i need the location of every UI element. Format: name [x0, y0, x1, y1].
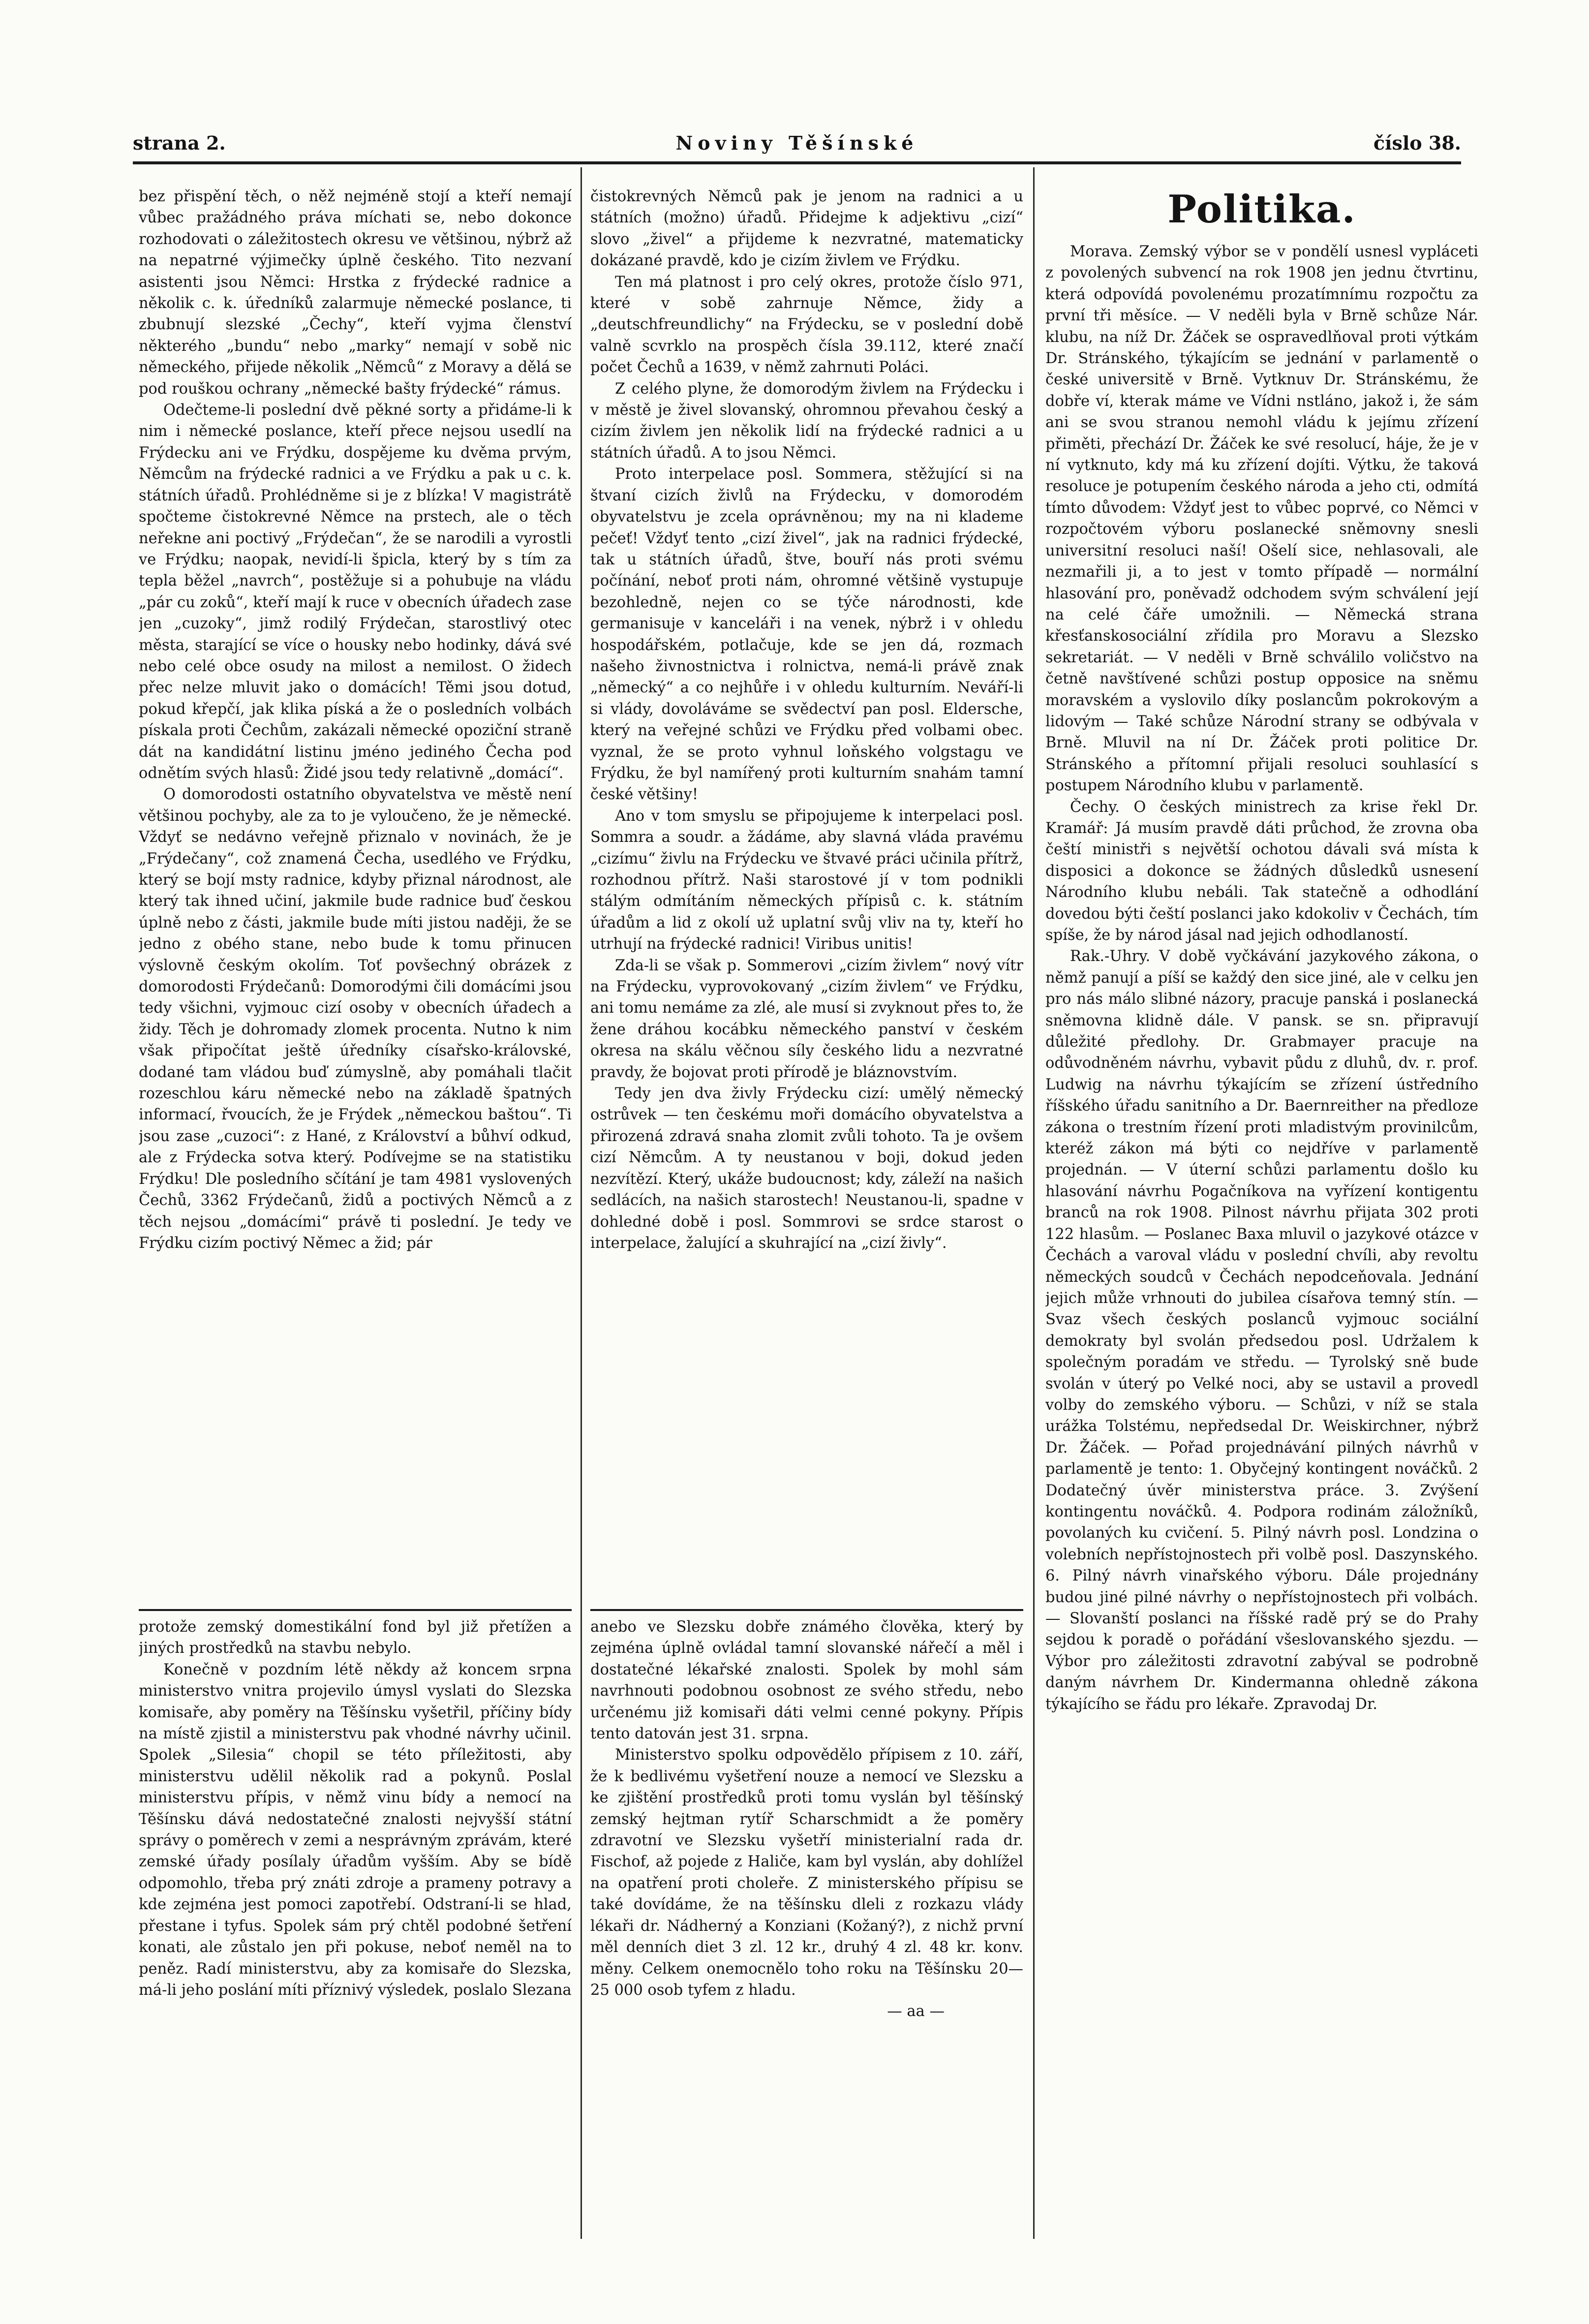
section-rule — [590, 1609, 1023, 1611]
column-divider — [581, 167, 582, 2239]
paragraph: čistokrevných Němců pak je jenom na radnici a u státních (možno) úřadů. Přidejme k adjektivu „cizí“ slovo „živel“ a přijdeme k nezvratné, matematicky dokázané pravdě, kdo je cizím živlem ve Frýdku. — [590, 188, 1023, 270]
politics-column — [1045, 186, 1478, 2235]
paragraph: Morava. Zemský výbor se v pondělí usnesl vypláceti z povolených subvencí na rok 1908 jen jednu čtvrtinu, která odpovídá povolenému prozatímnímu rozpočtu za první tři měsíce. — V neděli byla v Brně schůze Nár. klubu, na níž Dr. Žáček se ospravedlňoval proti výtkám Dr. Stránského, týkajícím se jednání v parlamentě o české universitě v Brně. Vytknuv Dr. Stránskému, že dobře ví, kterak máme ve Vídni nstláno, jakož i, že sám ani se svou stranou nemohl vládu k jejímu zřízení přiměti, přechází Dr. Žáček ke své resolucí, háje, že je v ní vytknuto, kdy má ku zřízení dojíti. Výtku, že taková resoluce je potupením českého národa a jeho cti, odmítá tímto důvodem: Vždyť jest to vůbec poprvé, co Němci v rozpočtovém výboru poslanecké sněmovny snesli universitní resoluci naší! Ošelí sice, nehlasovali, ale nezmařili ji, a to jest v tomto případě — normální hlasování pro, poněvadž odchodem svým schválení její na celé čáře umožnili. — Německá strana křesťanskosociální zřídila pro Moravu a Slezsko sekretariát. — V neděli v Brně schválilo voličstvo na četně navštívené schůzi postup opposice na sněmu moravském a vyslovilo díky poslancům pokrokovým a lidovým — Také schůze Národní strany se odbývala v Brně. Mluvil na ní Dr. Žáček proti politice Dr. Stránského a přítomní přijali resoluci souhlasící s postupem Národního klubu v parlamentě. — [1045, 243, 1478, 795]
paragraph: Čechy. O českých ministrech za krise řekl Dr. Kramář: Já musím pravdě dáti průchod, že zrovna oba čeští ministři s největší ochotou dávali svá místa k disposici a dokonce se žádných důsledků usnesení Národního klubu nebáli. Tak statečně a odhodlání dovedou býti čeští poslanci jako kdokoliv v Čechách, tím spíše, že by národ jásal nad jejich odhodlaností. — [1045, 798, 1478, 944]
paragraph: Proto interpelace posl. Sommera, stěžující si na štvaní cizích živlů na Frýdecku, v domorodém obyvatelstvu je zcela oprávněnou; my na ni klademe pečeť! Vždyť tento „cizí živel“, jak na radnici frýdecké, tak u státních úřadů, štve, bouří nás proti svému počínání, neboť proti nám, ohromné většině vystupuje bezohledně, nejen co se týče národnosti, kde germanisuje v kanceláři i na venek, nýbrž i v ohledu hospodářském, potlačuje, kde se jen dá, rozmach našeho živnostnictva i rolnictva, nemá-li právě znak „německý“ a co nejhůře i v ohledu kulturním. Neváří-li si vlády, dovoláváme se svědectví pan posl. Eldersche, který na veřejné schůzi ve Frýdku před volbami obec. vyznal, že se proto vyhnul loňského volgstagu ve Frýdku, že byl namířený proti kulturním snahám tamní české většiny! — [590, 465, 1023, 804]
paragraph: bez přispění těch, o něž nejméně stojí a kteří nemají vůbec pražádného práva míchati se, nebo dokonce rozhodovati o záležitostech okresu ve většinou, nýbrž až na nepatrné výjimečky úplně českého. Tito nezvaní asistenti jsou Němci: Hrstka z frýdecké radnice a několik c. k. úředníků zalarmuje německé poslance, ti zbubnují slezské „Čechy“, kteří vyjma členství některého „bundu“ nebo „marky“ nemají v sobě nic německého, přijede několik „Němců“ z Moravy a dělá se pod rouškou ochrany „německé bašty frýdecké“ rámus. — [139, 188, 572, 398]
paragraph: Zda-li se však p. Sommerovi „cizím živlem“ nový vítr na Frýdecku, vyprovokovaný „cizím živlem“ ve Frýdku, ani tomu nemáme za zlé, ale musí si zvyknout přes to, že žene dráhou kocábku německého panství v českém okresa na skálu věčnou síly českého lidu a nezvratné pravdy, že bojovat proti přírodě je bláznovstvím. — [590, 957, 1023, 1081]
paragraph: protože zemský domestikální fond byl již přetížen a jiných prostředků na stavbu nebylo. — [139, 1618, 572, 1657]
section-title: Politika. — [1167, 187, 1356, 232]
paragraph: Z celého plyne, že domorodým živlem na Frýdecku i v městě je živel slovanský, ohromnou převahou český a cizím živlem jen několik lidí na frýdecké radnici a u státních úřadů. A to jsou Němci. — [590, 380, 1023, 462]
page-header — [133, 132, 1461, 161]
article-column-2 — [590, 186, 1023, 1603]
paragraph: anebo ve Slezsku dobře známého člověka, který by zejména úplně ovládal tamní slovanské nářečí a měl i dostatečné lékařské znalosti. Spolek by mohl sám navrhnouti podobnou osobnost ze svého středu, nebo určenému již komisaři dáti velmi cenné pokyny. Přípis tento datován jest 31. srpna. — [590, 1618, 1023, 1743]
paragraph: Konečně v pozdním létě někdy až koncem srpna ministerstvo vnitra projevilo úmysl vyslati do Slezska komisaře, aby poměry na Těšínsku vyšetřil, příčiny bídy na místě zjistil a ministerstvu pak vhodné návrhy učinil. Spolek „Silesia“ chopil se této příležitosti, aby ministerstvu udělil několik rad a pokynů. Poslal ministerstvu přípis, v němž vinu bídy a nemocí na Těšínsku dává nedostatečné znalosti nejvyšší státní správy o poměrech v zemi a nesprávným zprávám, které zemské úřady posílaly úřadům vyšším. Aby se bídě odpomohlo, třeba prý znáti zdroje a prameny potravy a kde zejména jest pomoci zapotřebí. Odstraní-li se hlad, přestane i tyfus. Spolek sám prý chtěl podobné šetření konati, ale zůstalo jen při pokuse, neboť neměl na to peněz. Radí ministerstvu, aby za komisaře do Slezska, má-li jeho poslání míti příznivý výsledek, poslalo Slezana — [139, 1661, 572, 1999]
paragraph: Rak.-Uhry. V době vyčkávání jazykového zákona, o němž panují a píší se každý den sice jiné, ale v celku jen pro nás málo slibné názory, pracuje panská i poslanecká sněmovna klidně dále. V pansk. se sn. připravují důležité předlohy. Dr. Grabmayer pracuje na odůvodněném návrhu, vybavit půdu z dluhů, dv. r. prof. Ludwig na návrhu týkajícím se zřízení ústředního říšského úřadu sanitního a Dr. Baernreither na předloze zákona o trestním řízení proti mladistvým provinilcům, kteréž zákon má býti co nejdříve v parlamentě projednán. — V úterní schůzi parlamentu došlo ku hlasování návrhu Pogačníkova na vyřízení kontigentu branců na rok 1908. Pilnost návrhu přijata 302 proti 122 hlasům. — Poslanec Baxa mluvil o jazykové otázce v Čechách a varoval vládu v poslední chvíli, aby revoltu německých soudců v Čechách nepodceňovala. Jednání jejich může vrhnouti do jubilea císařova temný stín. — Svaz všech českých poslanců vyjmouc sociální demokraty byl svolán předsedou posl. Udržalem k společným poradám ve středu. — Tyrolský sně bude svolán v úterý po Velké noci, aby se ustavil a provedl volby do zemského výboru. — Schůzi, v níž se stala urážka Tolstému, nepředsedal Dr. Weiskirchner, nýbrž Dr. Žáček. — Pořad projednávání pilných návrhů v parlamentě je tento: 1. Obyčejný kontingent nováčků. 2 Dodatečný úvěr ministerstva práce. 3. Zvýšení kontingentu nováčků. 4. Podpora rodinám záložníků, povolaných ku cvičení. 5. Pilný návrh posl. Londzina o volebních nepřístojnostech při volbě posl. Daszynského. 6. Pilný návrh vinařského výboru. Dále projednány budou jiné pilné návrhy o nepřístojnostech při volbách. — Slovanští poslanci na říšské radě prý se do Prahy sejdou k poradě o pořádání všeslovanského sjezdu. — Výbor pro záležitosti zdravotní zabýval se podrobně daným návrhem Dr. Kindermanna ohledně zákona týkajícího se řádu pro lékaře. Zpravodaj Dr. — [1045, 948, 1478, 1713]
paragraph: Ministerstvo spolku odpovědělo přípisem z 10. září, že k bedlivému vyšetření nouze a nemocí ve Slezsku a ke zjištění prostředků proti tomu vyslán byl těšínský zemský hejtman rytíř Scharschmidt a že poměry zdravotní ve Slezsku vyšetří ministerialní rada dr. Fischof, až pojede z Haliče, kam byl vyslán, aby dohlížel na opatření proti choleře. Z ministerského přípisu se také dovídáme, že na těšínsku dleli z rozkazu vlády lékaři dr. Nádherný a Konziani (Kožaný?), z nichž první měl denních diet 3 zl. 12 kr., druhý 4 zl. 48 kr. konv. měny. Celkem onemocnělo toho roku na Těšínsku 20—25 000 osob tyfem z hladu. — [590, 1746, 1023, 1999]
header-rule — [133, 161, 1461, 164]
page-number: strana 2. — [133, 132, 226, 154]
feuilleton-column-2 — [590, 1616, 1023, 2235]
author-signoff: — aa — — [887, 2003, 945, 2020]
column-divider — [1033, 167, 1035, 2239]
section-rule — [139, 1609, 572, 1611]
paragraph: Ten má platnost i pro celý okres, protože číslo 971, které v sobě zahrnuje Němce, židy a „deutschfreundlichy“ na Frýdecku, se v poslední době valně scvrklo na prospěch čísla 39.112, které značí počet Čechů a 1639, v němž zahrnuti Poláci. — [590, 273, 1023, 376]
article-column-1 — [139, 186, 572, 1603]
paragraph: Ano v tom smyslu se připojujeme k interpelaci posl. Sommra a soudr. a žádáme, aby slavná vláda pravému „cizímu“ živlu na Frýdecku ve štvavé práci učinila přítrž, rozhodnou přítrž. Naši starostové jí v tom podnikli stálým odmítáním německých přípisů c. k. státním úřadům a lid z okolí už uplatní svůj vliv na ty, kteří ho utrhují na frýdecké radnici! Viribus unitis! — [590, 807, 1023, 953]
feuilleton-column-1 — [139, 1616, 572, 2235]
issue-number: číslo 38. — [1373, 132, 1461, 154]
paragraph: Tedy jen dva živly Frýdecku cizí: umělý německý ostrůvek — ten českému moři domácího obyvatelstva a přirozená zdravá snaha zlomit zvůli tohoto. Ta je ovšem cizí Němcům. A ty neustanou v boji, dokud jeden nezvítězí. Který, ukáže budoucnost; kdy, záleží na našich sedlácích, na našich starostech! Neustanou-li, spadne v dohledné době i posl. Sommrovi se srdce starost o interpelace, žalující a skuhrající na „cizí živly“. — [590, 1085, 1023, 1252]
paragraph: Odečteme-li poslední dvě pěkné sorty a přidáme-li k nim i německé poslance, kteří přece nejsou usedlí na Frýdecku ani ve Frýdku, dospějeme ku dvěma prvým, Němcům na frýdecké radnici a ve Frýdku a pak u c. k. státních úřadů. Prohlédněme si je z blízka! V magistrátě spočteme čistokrevné Němce na prstech, ale o těch neřekne ani poctivý „Frýdečan“, že se narodili a vyrostli ve Frýdku; naopak, nevidí-li špicla, který by s tím za tepla běžel „navrch“, postěžuje si a pohubuje na vládu „pár cu zoků“, kteří mají k ruce v obecních úřadech zase jen „cuzoky“, jimž rodilý Frýdečan, starostlivý otec města, starající se více o housky nebo hodinky, dává své nebo celé obce osudy na milost a nemilost. O židech přec nelze mluvit jako o domácích! Těmi jsou dotud, pokud křepčí, jak klika píská a že o posledních volbách pískala proti Čechům, zakázali německé opoziční straně dát na kandidátní listinu jméno jediného Čecha pod odnětím svých hlasů: Židé jsou tedy relativně „domácí“. — [139, 402, 572, 782]
paragraph: O domorodosti ostatního obyvatelstva ve městě není většinou pochyby, ale za to je vyloučeno, že je německé. Vždyť se nedávno veřejně přiznalo v novinách, že je „Frýdečany“, což znamená Čecha, usedlého ve Frýdku, který se bojí msty radnice, kdyby přiznal národnost, ale který tak ihned učiní, jakmile bude radnice buď českou úplně nebo z části, jakmile bude míti jistou naději, že se jedno z obého stane, nebo bude k tomu přinucen výslovně českým okolím. Toť povšechný obrázek z domorodosti Frýdečanů: Domorodými čili domácími jsou tedy všichni, vyjmouc cizí osoby v obecních úřadech a židy. Těch je dohromady zlomek procenta. Nutno k nim však připočítat ještě úředníky císařsko-královské, dodané tam vládou buď zúmyslně, aby pomáhali tlačit rozeschlou káru německé nebo na základě špatných informací, řvoucích, že je Frýdek „německou baštou“. Ti jsou zase „cuzoci“: z Hané, z Království a bůhví odkud, ale z Frýdecka sotva který. Podívejme se na statistiku Frýdku! Dle posledního sčítání je tam 4981 vyslovených Čechů, 3362 Frýdečanů, židů a poctivých Němců a z těch nejsou „domácími“ právě ti poslední. Je tedy ve Frýdku cizím poctivý Němec a žid; pár — [139, 786, 572, 1252]
newspaper-title: Noviny Těšínské — [675, 132, 918, 154]
